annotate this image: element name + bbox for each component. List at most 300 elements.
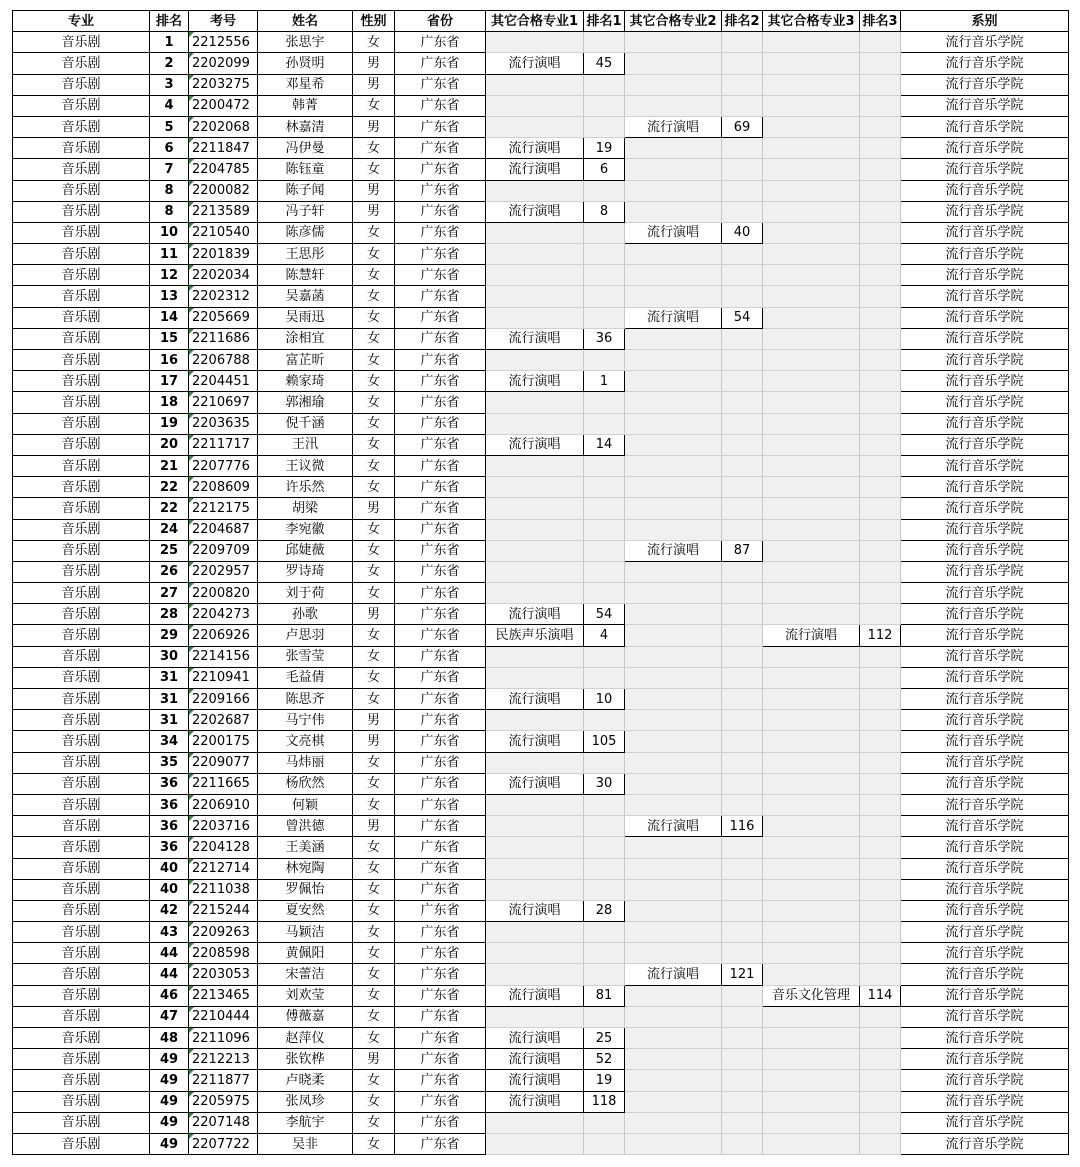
cell-rank: 31 [150, 689, 189, 710]
cell-major: 音乐剧 [13, 794, 150, 815]
cell-gender: 女 [353, 1133, 395, 1154]
cell-exam-no: 2211877 [189, 1070, 258, 1091]
cell-name: 孙歌 [258, 604, 353, 625]
header-other-major-3: 其它合格专业3 [763, 11, 860, 32]
cell-major: 音乐剧 [13, 519, 150, 540]
cell-rank-3 [860, 1112, 901, 1133]
cell-other-major-2 [625, 794, 722, 815]
table-row [13, 1049, 1069, 1070]
cell-other-major-2: 流行演唱 [625, 816, 722, 837]
cell-department: 流行音乐学院 [901, 667, 1069, 688]
cell-other-major-2 [625, 1091, 722, 1112]
cell-other-major-3 [763, 1112, 860, 1133]
cell-other-major-3 [763, 95, 860, 116]
cell-rank: 36 [150, 837, 189, 858]
cell-department: 流行音乐学院 [901, 964, 1069, 985]
cell-exam-no: 2203275 [189, 74, 258, 95]
cell-gender: 男 [353, 116, 395, 137]
cell-rank: 40 [150, 879, 189, 900]
cell-other-major-1 [486, 1133, 584, 1154]
cell-gender: 女 [353, 583, 395, 604]
cell-rank-1 [584, 540, 625, 561]
cell-rank-1 [584, 646, 625, 667]
header-gender: 性别 [353, 11, 395, 32]
cell-rank: 6 [150, 138, 189, 159]
cell-department: 流行音乐学院 [901, 392, 1069, 413]
cell-major: 音乐剧 [13, 328, 150, 349]
cell-other-major-3 [763, 392, 860, 413]
cell-major: 音乐剧 [13, 540, 150, 561]
cell-rank-2 [722, 286, 763, 307]
cell-other-major-2 [625, 350, 722, 371]
cell-rank-3 [860, 964, 901, 985]
cell-gender: 女 [353, 1112, 395, 1133]
cell-province: 广东省 [395, 519, 486, 540]
table-row [13, 286, 1069, 307]
cell-exam-no: 2207148 [189, 1112, 258, 1133]
cell-province: 广东省 [395, 350, 486, 371]
cell-other-major-1: 民族声乐演唱 [486, 625, 584, 646]
cell-other-major-2 [625, 413, 722, 434]
cell-rank: 49 [150, 1133, 189, 1154]
cell-major: 音乐剧 [13, 752, 150, 773]
cell-rank: 49 [150, 1091, 189, 1112]
cell-rank: 46 [150, 985, 189, 1006]
cell-exam-no: 2206910 [189, 794, 258, 815]
cell-other-major-3 [763, 53, 860, 74]
table-row [13, 816, 1069, 837]
cell-province: 广东省 [395, 1006, 486, 1027]
cell-gender: 女 [353, 32, 395, 53]
cell-gender: 女 [353, 1006, 395, 1027]
cell-rank: 22 [150, 498, 189, 519]
table-row [13, 943, 1069, 964]
cell-other-major-2 [625, 710, 722, 731]
cell-exam-no: 2210444 [189, 1006, 258, 1027]
cell-major: 音乐剧 [13, 1091, 150, 1112]
cell-other-major-1 [486, 1006, 584, 1027]
table-row [13, 74, 1069, 95]
cell-rank-2: 69 [722, 116, 763, 137]
cell-rank-1 [584, 964, 625, 985]
cell-gender: 女 [353, 371, 395, 392]
cell-rank-3 [860, 477, 901, 498]
cell-rank-2 [722, 328, 763, 349]
cell-name: 陈子闻 [258, 180, 353, 201]
cell-department: 流行音乐学院 [901, 498, 1069, 519]
cell-exam-no: 2207722 [189, 1133, 258, 1154]
cell-other-major-2 [625, 625, 722, 646]
cell-rank-3 [860, 731, 901, 752]
cell-rank: 24 [150, 519, 189, 540]
cell-other-major-1 [486, 583, 584, 604]
table-row [13, 371, 1069, 392]
cell-name: 许乐然 [258, 477, 353, 498]
cell-department: 流行音乐学院 [901, 477, 1069, 498]
cell-department: 流行音乐学院 [901, 752, 1069, 773]
table-row [13, 519, 1069, 540]
cell-other-major-2 [625, 837, 722, 858]
cell-other-major-1 [486, 879, 584, 900]
cell-other-major-1: 流行演唱 [486, 1091, 584, 1112]
cell-other-major-3 [763, 307, 860, 328]
cell-province: 广东省 [395, 265, 486, 286]
cell-rank-3: 112 [860, 625, 901, 646]
cell-gender: 女 [353, 561, 395, 582]
cell-other-major-1 [486, 561, 584, 582]
cell-major: 音乐剧 [13, 413, 150, 434]
cell-province: 广东省 [395, 794, 486, 815]
cell-other-major-3 [763, 752, 860, 773]
cell-other-major-2 [625, 773, 722, 794]
cell-other-major-3 [763, 646, 860, 667]
cell-name: 陈彦儒 [258, 222, 353, 243]
cell-rank-3 [860, 498, 901, 519]
cell-exam-no: 2206926 [189, 625, 258, 646]
cell-other-major-3 [763, 413, 860, 434]
cell-rank-2 [722, 519, 763, 540]
cell-rank-3 [860, 159, 901, 180]
cell-rank-3 [860, 201, 901, 222]
header-rank: 排名 [150, 11, 189, 32]
cell-name: 刘欢莹 [258, 985, 353, 1006]
cell-gender: 男 [353, 201, 395, 222]
cell-major: 音乐剧 [13, 985, 150, 1006]
cell-exam-no: 2207776 [189, 455, 258, 476]
cell-rank-1: 105 [584, 731, 625, 752]
cell-rank-1 [584, 561, 625, 582]
cell-major: 音乐剧 [13, 201, 150, 222]
table-row [13, 222, 1069, 243]
cell-gender: 女 [353, 667, 395, 688]
cell-name: 陈思齐 [258, 689, 353, 710]
cell-gender: 女 [353, 477, 395, 498]
cell-other-major-2 [625, 32, 722, 53]
cell-other-major-1 [486, 519, 584, 540]
cell-other-major-1 [486, 392, 584, 413]
cell-department: 流行音乐学院 [901, 413, 1069, 434]
cell-department: 流行音乐学院 [901, 434, 1069, 455]
cell-rank: 29 [150, 625, 189, 646]
cell-name: 卢思羽 [258, 625, 353, 646]
cell-gender: 男 [353, 180, 395, 201]
cell-other-major-1: 流行演唱 [486, 900, 584, 921]
cell-gender: 女 [353, 858, 395, 879]
table-row [13, 731, 1069, 752]
cell-gender: 女 [353, 646, 395, 667]
cell-rank-3 [860, 265, 901, 286]
cell-other-major-2 [625, 1133, 722, 1154]
header-exam-no: 考号 [189, 11, 258, 32]
cell-major: 音乐剧 [13, 1133, 150, 1154]
table-row [13, 625, 1069, 646]
cell-name: 邓星希 [258, 74, 353, 95]
cell-rank-3 [860, 328, 901, 349]
cell-other-major-3 [763, 1091, 860, 1112]
header-province: 省份 [395, 11, 486, 32]
cell-rank: 42 [150, 900, 189, 921]
cell-rank: 2 [150, 53, 189, 74]
cell-rank-3 [860, 116, 901, 137]
cell-gender: 女 [353, 138, 395, 159]
cell-rank: 49 [150, 1070, 189, 1091]
cell-other-major-1 [486, 794, 584, 815]
cell-department: 流行音乐学院 [901, 731, 1069, 752]
cell-rank: 22 [150, 477, 189, 498]
cell-rank-2 [722, 265, 763, 286]
cell-rank-1 [584, 498, 625, 519]
cell-rank-2 [722, 53, 763, 74]
cell-exam-no: 2215244 [189, 900, 258, 921]
cell-rank: 35 [150, 752, 189, 773]
cell-other-major-1 [486, 498, 584, 519]
cell-department: 流行音乐学院 [901, 985, 1069, 1006]
cell-rank-2 [722, 837, 763, 858]
cell-gender: 女 [353, 540, 395, 561]
cell-exam-no: 2209709 [189, 540, 258, 561]
cell-rank-1 [584, 265, 625, 286]
cell-other-major-1 [486, 752, 584, 773]
table-row [13, 180, 1069, 201]
cell-other-major-3 [763, 455, 860, 476]
cell-province: 广东省 [395, 434, 486, 455]
cell-major: 音乐剧 [13, 922, 150, 943]
cell-other-major-2 [625, 371, 722, 392]
cell-other-major-1: 流行演唱 [486, 328, 584, 349]
cell-rank: 26 [150, 561, 189, 582]
cell-rank-2 [722, 625, 763, 646]
table-row [13, 752, 1069, 773]
cell-rank-1: 10 [584, 689, 625, 710]
table-row [13, 477, 1069, 498]
cell-other-major-2 [625, 498, 722, 519]
cell-exam-no: 2204128 [189, 837, 258, 858]
table-row [13, 392, 1069, 413]
cell-major: 音乐剧 [13, 222, 150, 243]
cell-rank: 7 [150, 159, 189, 180]
cell-other-major-2 [625, 1049, 722, 1070]
cell-other-major-3 [763, 1028, 860, 1049]
cell-other-major-2 [625, 74, 722, 95]
table-row [13, 604, 1069, 625]
cell-name: 傅薇嘉 [258, 1006, 353, 1027]
cell-other-major-3 [763, 1006, 860, 1027]
cell-department: 流行音乐学院 [901, 540, 1069, 561]
cell-rank-3 [860, 53, 901, 74]
cell-department: 流行音乐学院 [901, 201, 1069, 222]
cell-department: 流行音乐学院 [901, 794, 1069, 815]
cell-major: 音乐剧 [13, 646, 150, 667]
cell-name: 罗诗琦 [258, 561, 353, 582]
cell-other-major-3 [763, 922, 860, 943]
table-row [13, 53, 1069, 74]
cell-rank-2 [722, 32, 763, 53]
cell-rank-3 [860, 922, 901, 943]
cell-gender: 男 [353, 731, 395, 752]
cell-other-major-2 [625, 1028, 722, 1049]
cell-gender: 女 [353, 1070, 395, 1091]
cell-name: 杨欣然 [258, 773, 353, 794]
cell-major: 音乐剧 [13, 286, 150, 307]
cell-other-major-3 [763, 667, 860, 688]
cell-rank: 31 [150, 710, 189, 731]
cell-other-major-1: 流行演唱 [486, 985, 584, 1006]
cell-other-major-1 [486, 180, 584, 201]
cell-province: 广东省 [395, 689, 486, 710]
cell-province: 广东省 [395, 244, 486, 265]
cell-rank-2 [722, 1133, 763, 1154]
cell-other-major-2 [625, 53, 722, 74]
cell-exam-no: 2211096 [189, 1028, 258, 1049]
cell-other-major-1 [486, 286, 584, 307]
cell-rank: 31 [150, 667, 189, 688]
cell-major: 音乐剧 [13, 837, 150, 858]
cell-name: 文亮棋 [258, 731, 353, 752]
cell-province: 广东省 [395, 583, 486, 604]
header-rank-2: 排名2 [722, 11, 763, 32]
cell-rank: 48 [150, 1028, 189, 1049]
cell-gender: 女 [353, 689, 395, 710]
cell-other-major-3 [763, 180, 860, 201]
cell-rank-2 [722, 350, 763, 371]
cell-name: 韩菁 [258, 95, 353, 116]
cell-other-major-3 [763, 265, 860, 286]
cell-province: 广东省 [395, 1049, 486, 1070]
cell-name: 王美涵 [258, 837, 353, 858]
cell-other-major-1 [486, 350, 584, 371]
cell-exam-no: 2212213 [189, 1049, 258, 1070]
cell-department: 流行音乐学院 [901, 689, 1069, 710]
cell-rank-1 [584, 837, 625, 858]
cell-province: 广东省 [395, 858, 486, 879]
cell-rank-3 [860, 773, 901, 794]
cell-exam-no: 2202957 [189, 561, 258, 582]
cell-other-major-2 [625, 922, 722, 943]
cell-other-major-3 [763, 964, 860, 985]
cell-rank-3 [860, 434, 901, 455]
cell-major: 音乐剧 [13, 689, 150, 710]
cell-other-major-3 [763, 540, 860, 561]
table-row [13, 138, 1069, 159]
cell-department: 流行音乐学院 [901, 1049, 1069, 1070]
cell-major: 音乐剧 [13, 943, 150, 964]
cell-rank-2 [722, 794, 763, 815]
table-row [13, 689, 1069, 710]
table-row [13, 328, 1069, 349]
cell-rank: 36 [150, 816, 189, 837]
table-row [13, 710, 1069, 731]
cell-major: 音乐剧 [13, 858, 150, 879]
cell-other-major-2 [625, 689, 722, 710]
cell-gender: 女 [353, 286, 395, 307]
cell-rank: 40 [150, 858, 189, 879]
cell-rank-2 [722, 1006, 763, 1027]
cell-other-major-2 [625, 879, 722, 900]
cell-name: 曾洪德 [258, 816, 353, 837]
cell-rank-1: 1 [584, 371, 625, 392]
cell-rank-1: 19 [584, 138, 625, 159]
cell-province: 广东省 [395, 328, 486, 349]
cell-province: 广东省 [395, 116, 486, 137]
cell-rank-1 [584, 286, 625, 307]
cell-province: 广东省 [395, 371, 486, 392]
cell-rank-2 [722, 74, 763, 95]
table-row [13, 159, 1069, 180]
cell-rank-2 [722, 371, 763, 392]
cell-department: 流行音乐学院 [901, 138, 1069, 159]
cell-major: 音乐剧 [13, 900, 150, 921]
cell-rank-3 [860, 583, 901, 604]
cell-rank-2 [722, 138, 763, 159]
table-row [13, 116, 1069, 137]
cell-department: 流行音乐学院 [901, 837, 1069, 858]
cell-rank-1 [584, 116, 625, 137]
cell-rank-1: 30 [584, 773, 625, 794]
table-row [13, 922, 1069, 943]
cell-major: 音乐剧 [13, 138, 150, 159]
cell-province: 广东省 [395, 985, 486, 1006]
cell-department: 流行音乐学院 [901, 244, 1069, 265]
cell-rank-2 [722, 1091, 763, 1112]
cell-rank: 8 [150, 201, 189, 222]
cell-gender: 女 [353, 625, 395, 646]
cell-major: 音乐剧 [13, 307, 150, 328]
cell-rank-3 [860, 371, 901, 392]
table-row [13, 773, 1069, 794]
cell-exam-no: 2212714 [189, 858, 258, 879]
cell-major: 音乐剧 [13, 773, 150, 794]
cell-rank-3 [860, 392, 901, 413]
cell-name: 李宛徽 [258, 519, 353, 540]
cell-rank-3 [860, 667, 901, 688]
cell-major: 音乐剧 [13, 350, 150, 371]
cell-other-major-2 [625, 95, 722, 116]
cell-province: 广东省 [395, 667, 486, 688]
cell-rank-1: 25 [584, 1028, 625, 1049]
cell-rank: 8 [150, 180, 189, 201]
cell-rank: 44 [150, 943, 189, 964]
cell-rank-3 [860, 816, 901, 837]
cell-name: 罗佩怡 [258, 879, 353, 900]
table-row [13, 879, 1069, 900]
cell-rank-1 [584, 95, 625, 116]
cell-other-major-3 [763, 328, 860, 349]
cell-gender: 女 [353, 307, 395, 328]
cell-rank: 36 [150, 794, 189, 815]
cell-other-major-2 [625, 477, 722, 498]
cell-other-major-3 [763, 138, 860, 159]
cell-major: 音乐剧 [13, 1112, 150, 1133]
cell-exam-no: 2208598 [189, 943, 258, 964]
cell-other-major-2 [625, 455, 722, 476]
cell-department: 流行音乐学院 [901, 943, 1069, 964]
cell-name: 郭湘瑜 [258, 392, 353, 413]
cell-province: 广东省 [395, 922, 486, 943]
cell-rank: 17 [150, 371, 189, 392]
table-row [13, 540, 1069, 561]
cell-major: 音乐剧 [13, 604, 150, 625]
cell-province: 广东省 [395, 180, 486, 201]
cell-other-major-2 [625, 328, 722, 349]
cell-major: 音乐剧 [13, 583, 150, 604]
cell-other-major-1 [486, 477, 584, 498]
cell-name: 马炜丽 [258, 752, 353, 773]
cell-rank-2 [722, 922, 763, 943]
cell-exam-no: 2204451 [189, 371, 258, 392]
cell-other-major-2 [625, 138, 722, 159]
cell-rank: 5 [150, 116, 189, 137]
cell-exam-no: 2211038 [189, 879, 258, 900]
